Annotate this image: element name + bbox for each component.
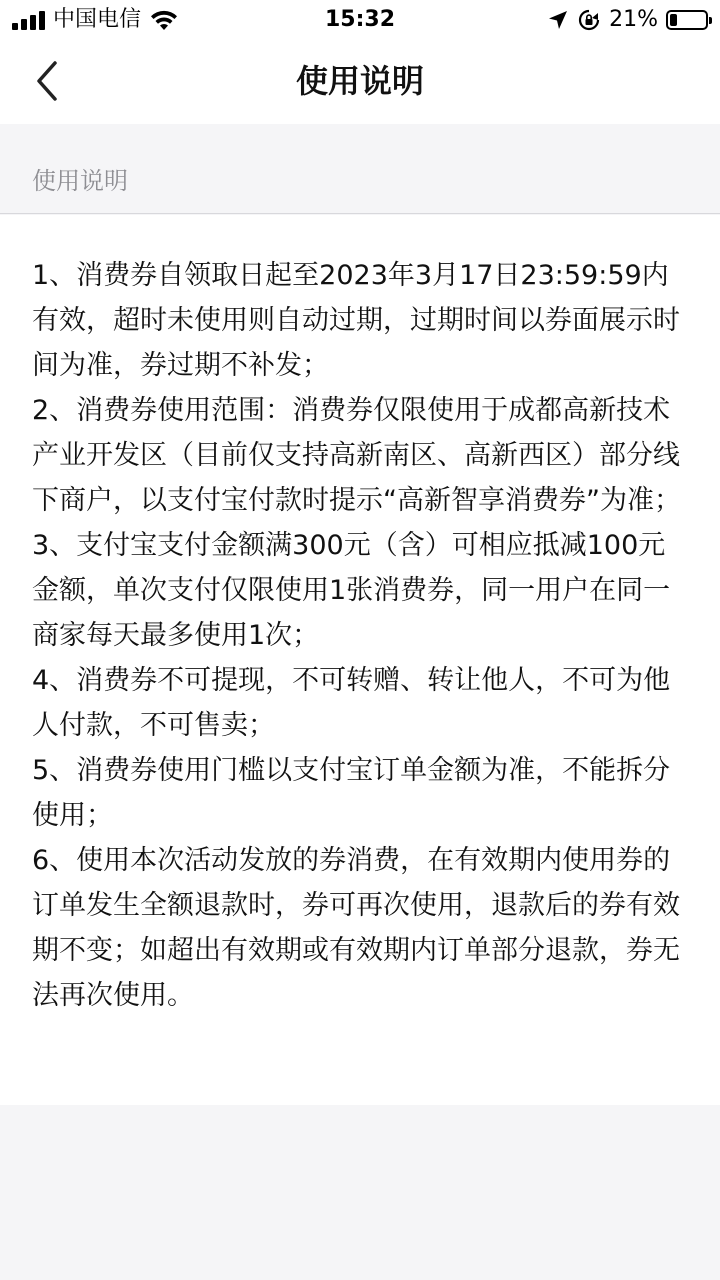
instructions-content: [0, 215, 720, 1105]
page-title: 使用说明: [295, 62, 424, 100]
rule-item: 1、消费券自领取日起至2023年3月17日23:59:59内有效，超时未使用则自动过期，过期时间以券面展示时间为准，券过期不补发；: [32, 260, 680, 381]
battery-level: [670, 14, 677, 26]
section-header: [0, 124, 720, 214]
battery-percent: 21%: [609, 7, 658, 32]
section-title: 使用说明: [32, 167, 128, 195]
location-arrow-icon: [547, 9, 569, 31]
rule-item: 5、消费券使用门槛以支付宝订单金额为准，不能拆分使用；: [32, 755, 671, 831]
rule-item: 4、消费券不可提现，不可转赠、转让他人，不可为他人付款，不可售卖；: [32, 665, 671, 741]
status-bar: [0, 0, 720, 40]
rotation-lock-icon: [577, 8, 601, 32]
battery-icon: [666, 10, 708, 30]
rule-item: 2、消费券使用范围：消费券仅限使用于成都高新技术产业开发区（目前仅支持高新南区、高新西区）部分线下商户，以支付宝付款时提示“高新智享消费券”为准；: [32, 395, 681, 516]
carrier-name: 中国电信: [53, 7, 142, 32]
navigation-bar: [0, 40, 720, 124]
status-right: [547, 6, 708, 34]
rule-item: 6、使用本次活动发放的券消费，在有效期内使用券的订单发生全额退款时，券可再次使用，退款后的券有效期不变；如超出有效期或有效期内订单部分退款，券无法再次使用。: [32, 845, 680, 1011]
status-time: 15:32: [324, 7, 396, 32]
rule-item: 3、支付宝支付金额满300元（含）可相应抵减100元金额，单次支付仅限使用1张消费券，同一用户在同一商家每天最多使用1次；: [32, 530, 671, 651]
